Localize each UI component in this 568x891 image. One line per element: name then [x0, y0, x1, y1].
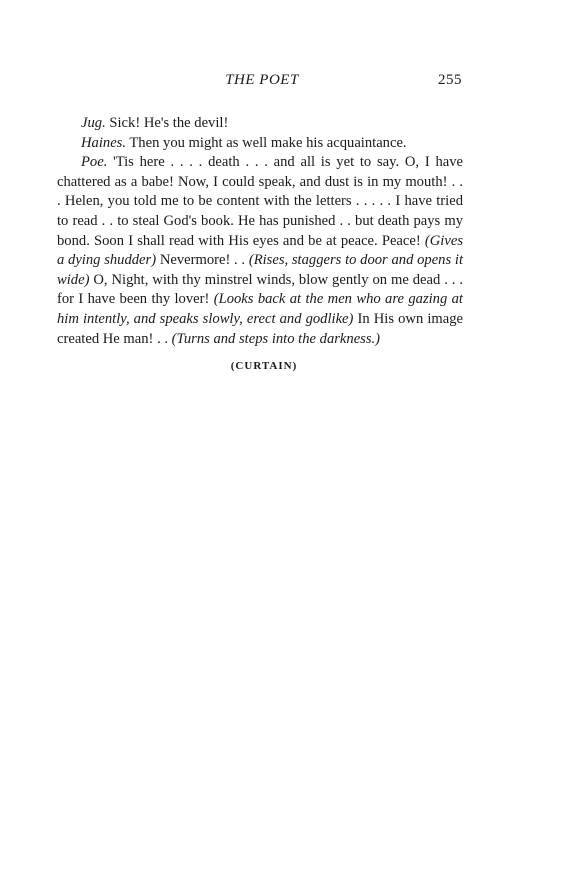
- speaker-haines: Haines.: [81, 134, 126, 151]
- haines-speech: Then you might as well make his acquaintance.: [126, 134, 407, 151]
- stage-direction-3: (Looks back at the men who are gazing at him intently, and speaks slowly, erect and godlike): [57, 291, 463, 327]
- jug-speech: Sick! He's the devil!: [105, 115, 229, 131]
- stage-direction-1: (Gives a dying shudder): [57, 232, 463, 269]
- page-header: [0, 72, 568, 92]
- running-title: THE POET: [225, 72, 299, 88]
- poe-speech-1: 'Tis here . . . . death . . . and all is yet to say. O, I have chattered as a babe! Now, I could speak, and dust is in my mouth! . . . Helen, you told me to be content with the letters . . . . . I have tried to read . . to steal God's book. He has punished . . but death pays my bond. Soon I shall read with His eyes and be at peace. Peace!: [57, 154, 463, 249]
- stage-direction-4: (Turns and steps into the darkness.): [171, 330, 381, 347]
- page-number: 255: [438, 72, 462, 88]
- poe-line: [57, 153, 463, 349]
- haines-line: [57, 134, 463, 154]
- jug-line: [57, 114, 463, 134]
- poe-speech-3: O, Night, with thy minstrel winds, blow gently on me dead . . . for I have been thy lover!: [57, 271, 463, 308]
- dialogue-body: [57, 114, 463, 377]
- speaker-poe: Poe.: [81, 154, 108, 171]
- stage-direction-2: (Rises, staggers to door and opens it wide): [57, 252, 463, 288]
- speaker-jug: Jug.: [81, 115, 106, 131]
- poe-speech-2: Nevermore! . .: [156, 252, 249, 269]
- poe-speech-4: In His own image created He man! . .: [57, 310, 463, 347]
- curtain-label: (CURTAIN): [230, 360, 298, 373]
